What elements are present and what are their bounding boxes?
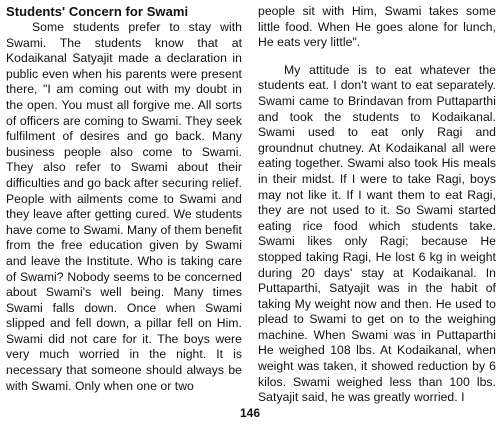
continued-paragraph: people sit with Him, Swami takes some little food. When He goes alone for lunch, He eats very little". [258, 4, 496, 50]
section-heading: Students' Concern for Swami [6, 4, 189, 19]
left-column [6, 4, 242, 394]
page-number: 146 [239, 406, 261, 420]
body-paragraph: Some students prefer to stay with Swami. The students know that at Kodaikanal Satyajit made a declaration in public even when his parents were present there, "I am coming out with my doubt in the open. You must all forgive me. All sorts of officers are coming to Swami. They seek fulfilment of desires and go back. Many business people also come to Swami. They also refer to Swami about their difficulties and go back after securing relief. People with ailments come to Swami and they leave after getting cured. We students have come to Swami. Many of them benefit from the free education given by Swami and leave the Institute. Who is taking care of Swami? Nobody seems to be concerned about Swami's well being. Many times Swami falls down. Once when Swami slipped and fell down, a pillar fell on Him. Swami did not care for it. The boys were very much worried in the night. It is necessary that someone should always be with Swami. Only when one or two [6, 20, 242, 393]
right-column [258, 4, 496, 406]
body-paragraph: My attitude is to eat whatever the students eat. I don't want to eat separately. Swami came to Brindavan from Puttaparthi and took the students to Kodaikanal. Swami used to eat only Ragi and groundnut chutney. At Kodaikanal all were eating together. Swami also took His meals in their midst. If I were to take Ragi, boys may not like it. If I want them to eat Ragi, they are not used to it. So Swami started eating rice food which students take. Swami likes only Ragi; because He stopped taking Ragi, He lost 6 kg in weight during 20 days' stay at Kodaikanal. In Puttaparthi, Satyajit was in the habit of taking My weight now and then. He used to plead to Swami to get on to the weighing machine. When Swami was in Puttaparthi He weighed 108 lbs. At Kodaikanal, when weight was taken, it showed reduction by 6 kilos. Swami weighed less than 100 lbs. Satyajit said, he was greatly worried. I [258, 62, 496, 405]
